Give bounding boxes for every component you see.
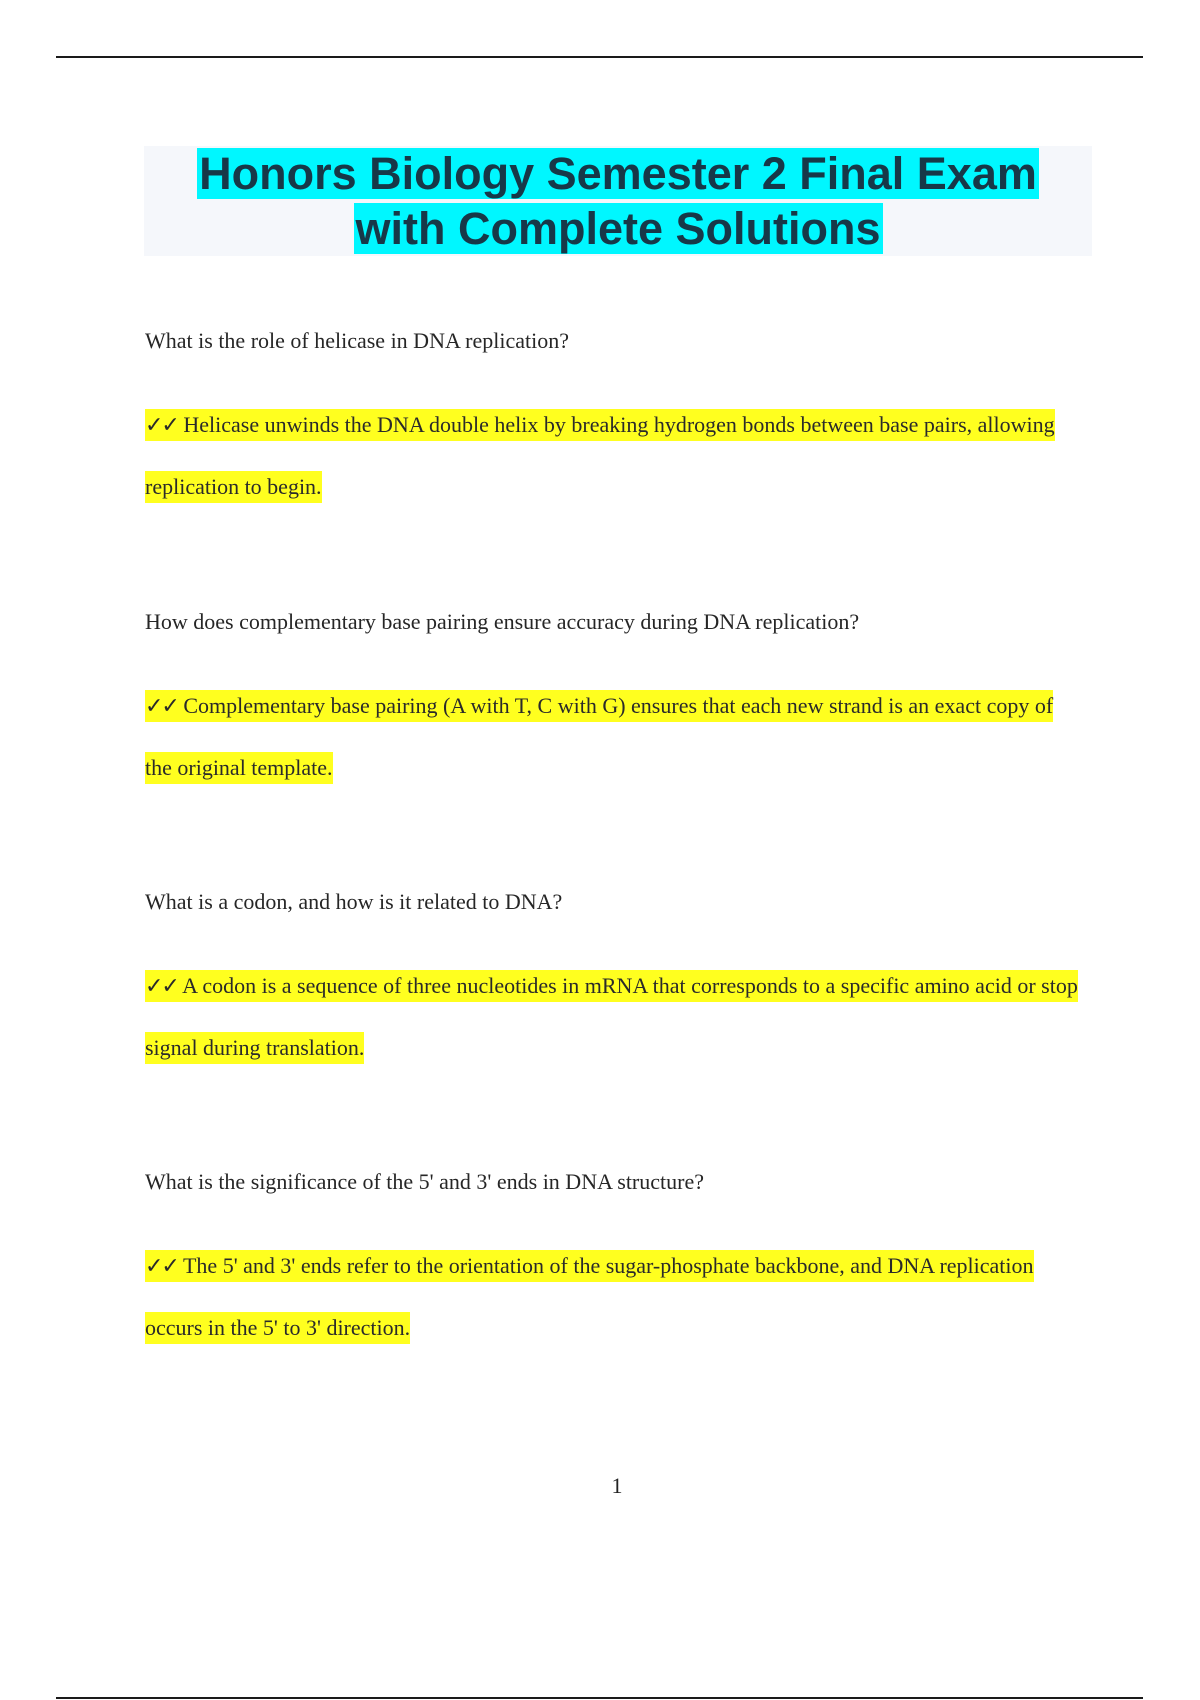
top-rule — [56, 56, 1143, 58]
question-text: What is a codon, and how is it related to DNA? — [145, 889, 563, 914]
answer-text — [145, 675, 1085, 798]
check-icon: ✓✓ — [145, 1254, 178, 1279]
qa-item — [145, 1169, 1085, 1358]
document-title — [144, 146, 1092, 256]
answer-body: Complementary base pairing (A with T, C with G) ensures that each new strand is an exact copy of the original template. — [145, 693, 1054, 780]
check-icon: ✓✓ — [145, 413, 178, 438]
answer-text — [145, 1235, 1085, 1358]
answer-text — [145, 394, 1085, 517]
page-number: 1 — [611, 1473, 623, 1498]
question-text: How does complementary base pairing ensure accuracy during DNA replication? — [145, 609, 860, 634]
qa-item — [145, 328, 1085, 517]
qa-item — [145, 609, 1085, 798]
bottom-rule — [56, 1697, 1143, 1699]
question-text: What is the role of helicase in DNA replication? — [145, 328, 569, 353]
answer-text — [145, 955, 1085, 1078]
answer-body: The 5' and 3' ends refer to the orientation of the sugar-phosphate backbone, and DNA replication occurs in the 5' to 3' direction. — [145, 1253, 1034, 1340]
title-line-2: with Complete Solutions — [355, 203, 881, 254]
check-icon: ✓✓ — [145, 974, 178, 999]
answer-body: A codon is a sequence of three nucleotides in mRNA that corresponds to a specific amino acid or stop signal during translation. — [145, 973, 1078, 1060]
qa-item — [145, 889, 1085, 1078]
answer-body: Helicase unwinds the DNA double helix by breaking hydrogen bonds between base pairs, allowing replication to begin. — [145, 412, 1055, 499]
question-text: What is the significance of the 5' and 3' ends in DNA structure? — [145, 1169, 704, 1194]
check-icon: ✓✓ — [145, 694, 178, 719]
title-line-1: Honors Biology Semester 2 Final Exam — [199, 148, 1037, 199]
